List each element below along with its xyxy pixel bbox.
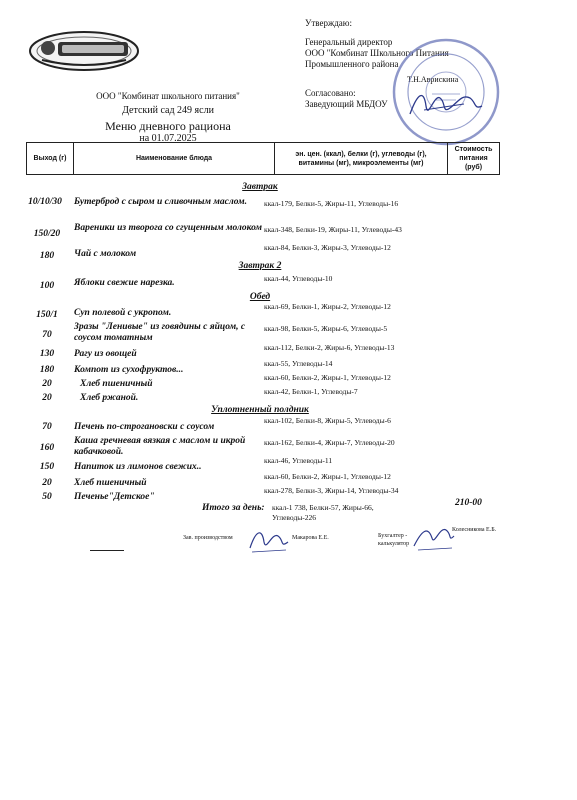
header-yield: Выход (г) xyxy=(27,143,74,175)
menu-title: Меню дневного рациона xyxy=(105,119,231,133)
signature-line xyxy=(90,550,124,551)
total-price: 210-00 xyxy=(455,498,482,508)
calculator-title-2: калькулятор xyxy=(378,541,410,547)
item-yield: 20 xyxy=(42,478,52,488)
org-name: ООО "Комбинат школьного питания" xyxy=(96,91,240,101)
total-label: Итого за день: xyxy=(202,503,265,513)
total-nutrition-line1: ккал-1 738, Белки-57, Жиры-66, xyxy=(272,503,374,512)
approval-name: Т.Н.Аврискина xyxy=(407,75,459,84)
item-yield: 10/10/30 xyxy=(28,197,62,207)
item-nutrition: ккал-162, Белки-4, Жиры-7, Углеводы-20 xyxy=(264,438,395,447)
item-nutrition: ккал-348, Белки-19, Жиры-11, Углеводы-43 xyxy=(264,225,402,234)
item-name: Яблоки свежие нарезка. xyxy=(74,278,175,288)
item-name: Рагу из овощей xyxy=(74,349,137,359)
item-yield: 150/1 xyxy=(36,310,58,320)
section-title: Уплотненный полдник xyxy=(211,405,309,415)
item-name: Хлеб пшеничный xyxy=(74,478,147,488)
section-title: Завтрак 2 xyxy=(238,261,282,271)
item-name: Чай с молоком xyxy=(74,249,137,259)
item-nutrition: ккал-55, Углеводы-14 xyxy=(264,359,333,368)
item-yield: 150 xyxy=(39,462,55,472)
item-nutrition: ккал-98, Белки-5, Жиры-6, Углеводы-5 xyxy=(264,324,388,333)
menu-table-header xyxy=(26,142,500,175)
approval-position: Генеральный директор xyxy=(305,37,393,47)
item-name: Компот из сухофруктов... xyxy=(74,365,184,375)
item-yield: 180 xyxy=(39,365,55,375)
agreed-heading: Согласовано: xyxy=(305,88,356,98)
production-title: Зав. производством xyxy=(183,535,233,541)
item-yield: 160 xyxy=(39,443,55,453)
header-nutrition: эн. цен. (ккал), белки (г), углеводы (г), витамины (мг), микроэлементы (мг) xyxy=(275,143,448,175)
item-name: Бутерброд с сыром и сливочным маслом. xyxy=(74,197,248,207)
calculator-signature xyxy=(412,520,456,552)
item-nutrition: ккал-60, Белки-2, Жиры-1, Углеводы-12 xyxy=(264,472,391,481)
item-yield: 50 xyxy=(42,492,52,502)
header-price: Стоимость питания (руб) xyxy=(448,143,500,175)
approval-org-line2: Промышленного района xyxy=(305,59,399,69)
total-nutrition xyxy=(272,503,374,523)
item-name: Суп полевой с укропом. xyxy=(74,308,172,318)
approval-heading: Утверждаю: xyxy=(305,18,353,28)
director-signature xyxy=(404,84,484,124)
item-yield: 20 xyxy=(42,393,52,403)
item-nutrition: ккал-69, Белки-1, Жиры-2, Углеводы-12 xyxy=(264,302,391,311)
company-logo xyxy=(28,30,140,72)
item-yield: 100 xyxy=(39,281,55,291)
item-yield: 20 xyxy=(42,379,52,389)
item-yield: 70 xyxy=(42,422,52,432)
item-name: Напиток из лимонов свежих.. xyxy=(74,462,202,472)
total-nutrition-line2: Углеводы-226 xyxy=(272,513,317,522)
item-nutrition: ккал-42, Белки-1, Углеводы-7 xyxy=(264,387,358,396)
item-name: Хлеб пшеничный xyxy=(80,379,153,389)
item-nutrition: ккал-278, Белки-3, Жиры-14, Углеводы-34 xyxy=(264,486,399,495)
item-name: Каша гречневая вязкая с маслом и икрой кабачковой. xyxy=(74,436,246,457)
item-yield: 70 xyxy=(42,330,52,340)
item-yield: 150/20 xyxy=(33,229,61,239)
item-yield: 130 xyxy=(39,349,55,359)
production-name: Макарова Е.Е. xyxy=(292,535,329,541)
item-nutrition: ккал-179, Белки-5, Жиры-11, Углеводы-16 xyxy=(264,199,399,208)
item-name: Зразы "Ленивые" из говядины с яйцом, с соусом томатным xyxy=(74,322,246,343)
calculator-name: Колесникова Е.Б. xyxy=(452,527,497,533)
item-name: Печенье"Детское" xyxy=(74,492,155,502)
item-nutrition: ккал-60, Белки-2, Жиры-1, Углеводы-12 xyxy=(264,373,391,382)
calculator-title-1: Бухгалтер - xyxy=(378,533,408,539)
item-nutrition: ккал-44, Углеводы-10 xyxy=(264,274,333,283)
agreed-position: Заведующий МБДОУ xyxy=(305,99,388,109)
item-nutrition: ккал-112, Белки-2, Жиры-6, Углеводы-13 xyxy=(264,343,395,352)
item-name: Печень по-строгановски с соусом xyxy=(74,422,215,432)
production-signature xyxy=(248,524,290,554)
item-nutrition: ккал-84, Белки-3, Жиры-3, Углеводы-12 xyxy=(264,243,391,252)
item-yield: 180 xyxy=(39,251,55,261)
item-nutrition: ккал-46, Углеводы-11 xyxy=(264,456,333,465)
section-title: Завтрак xyxy=(242,182,278,192)
item-nutrition: ккал-102, Белки-8, Жиры-5, Углеводы-6 xyxy=(264,416,391,425)
header-dish: Наименование блюда xyxy=(74,143,275,175)
section-title: Обед xyxy=(249,292,271,302)
item-name: Вареники из творога со сгущенным молоком xyxy=(74,223,263,233)
menu-date: на 01.07.2025 xyxy=(139,133,197,144)
approval-org-line1: ООО "Комбинат Школьного Питания xyxy=(305,48,449,58)
item-name: Хлеб ржаной. xyxy=(80,393,139,403)
kindergarten-name: Детский сад 249 ясли xyxy=(122,105,214,116)
